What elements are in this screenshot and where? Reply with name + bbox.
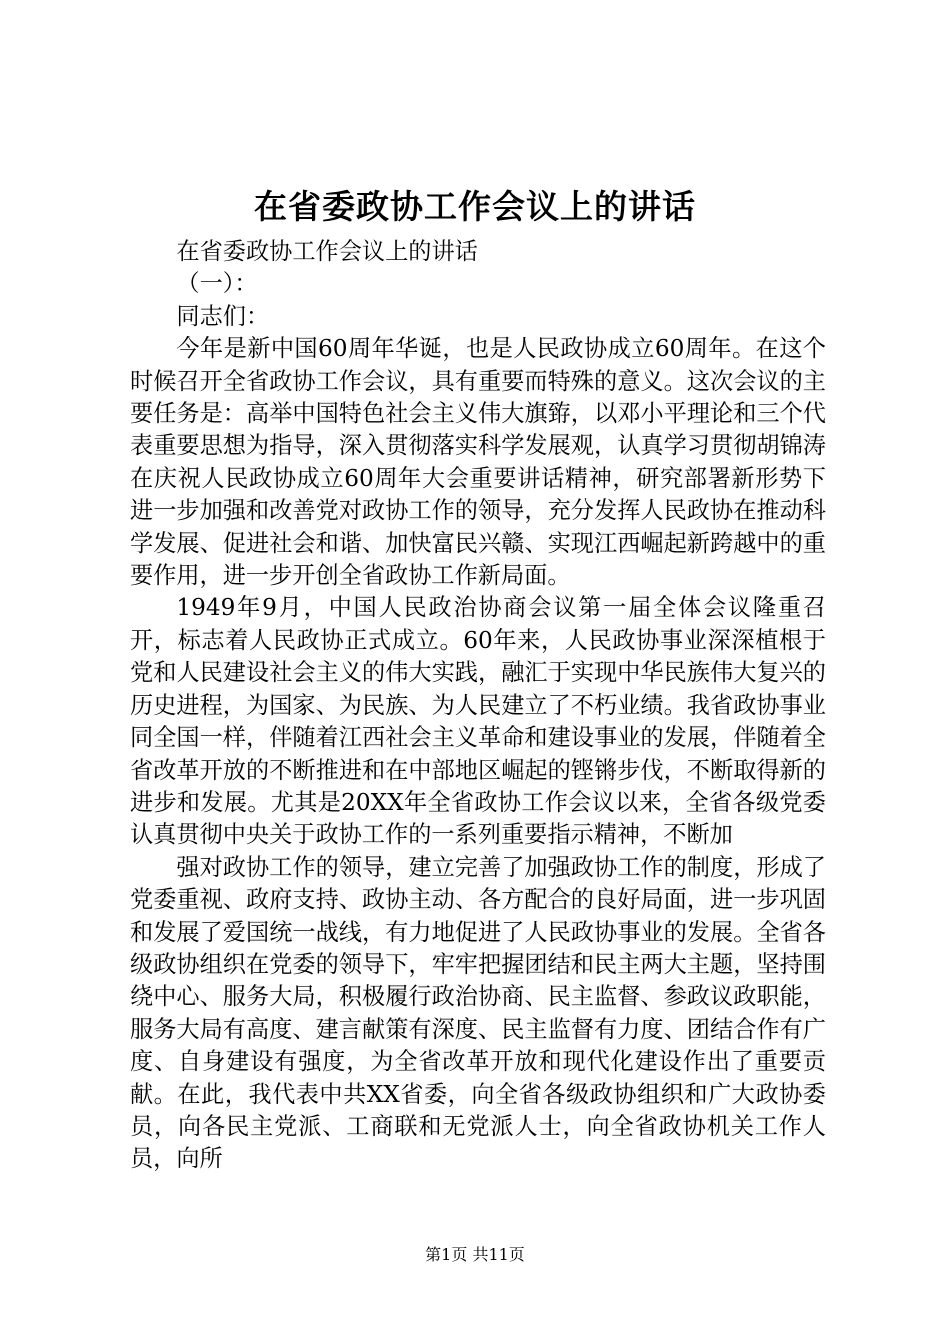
paragraph-body: 强对政协工作的领导，建立完善了加强政协工作的制度，形成了党委重视、政府支持、政协主动、各方配合的良好局面，进一步巩固和发展了爱国统一战线，有力地促进了人民政协事业的发展。全省各级政协组织在党委的领导下，牢牢把握团结和民主两大主题，坚持围绕中心、服务大局，积极履行政治协商、民主监督、参政议政职能，服务大局有高度、建言献策有深度、民主监督有力度、团结合作有广度、自身建设有强度，为全省改革开放和现代化建设作出了重要贡献。在此，我代表中共XX省委，向全省各级政协组织和广大政协委员，向各民主党派、工商联和无党派人士，向全省政协机关工作人员，向所 [130, 853, 826, 1173]
paragraph-section-marker: （一）： [176, 270, 258, 298]
paragraph-subtitle: 在省委政协工作会议上的讲话 [176, 238, 478, 265]
document-title: 在省委政协工作会议上的讲话 [254, 187, 696, 226]
document-body [130, 236, 826, 1176]
page-footer: 第1页 共11页 [425, 1245, 525, 1264]
paragraph-body: 今年是新中国60周年华诞，也是人民政协成立60周年。在这个时候召开全省政协工作会议，具有重要而特殊的意义。这次会议的主要任务是：高举中国特色社会主义伟大旗臶，以邓小平理论和三个代表重要思想为指导，深入贯彻落实科学发展观，认真学习贯彻胡锦涛在庆祝人民政协成立60周年大会重要讲话精神，研究部署新形势下进一步加强和改善党对政协工作的领导，充分发挥人民政协在推动科学发展、促进社会和谐、加快富民兴赣、实现江西崛起新跨越中的重要作用，进一步开创全省政协工作新局面。 [130, 335, 826, 590]
paragraph-body: 1949年9月，中国人民政治协商会议第一届全体会议隆重召开，标志着人民政协正式成立。60年来，人民政协事业深深植根于党和人民建设社会主义的伟大实践，融汇于实现中华民族伟大复兴的历史进程，为国家、为民族、为人民建立了不朽业绩。我省政协事业同全国一样，伴随着江西社会主义革命和建设事业的发展，伴随着全省改革开放的不断推进和在中部地区崛起的铿锵步伐，不断取得新的进步和发展。尤其是20XX年全省政协工作会议以来，全省各级党委认真贯彻中央关于政协工作的一系列重要指示精神，不断加 [130, 594, 826, 849]
paragraph-salutation: 同志们： [176, 302, 270, 330]
